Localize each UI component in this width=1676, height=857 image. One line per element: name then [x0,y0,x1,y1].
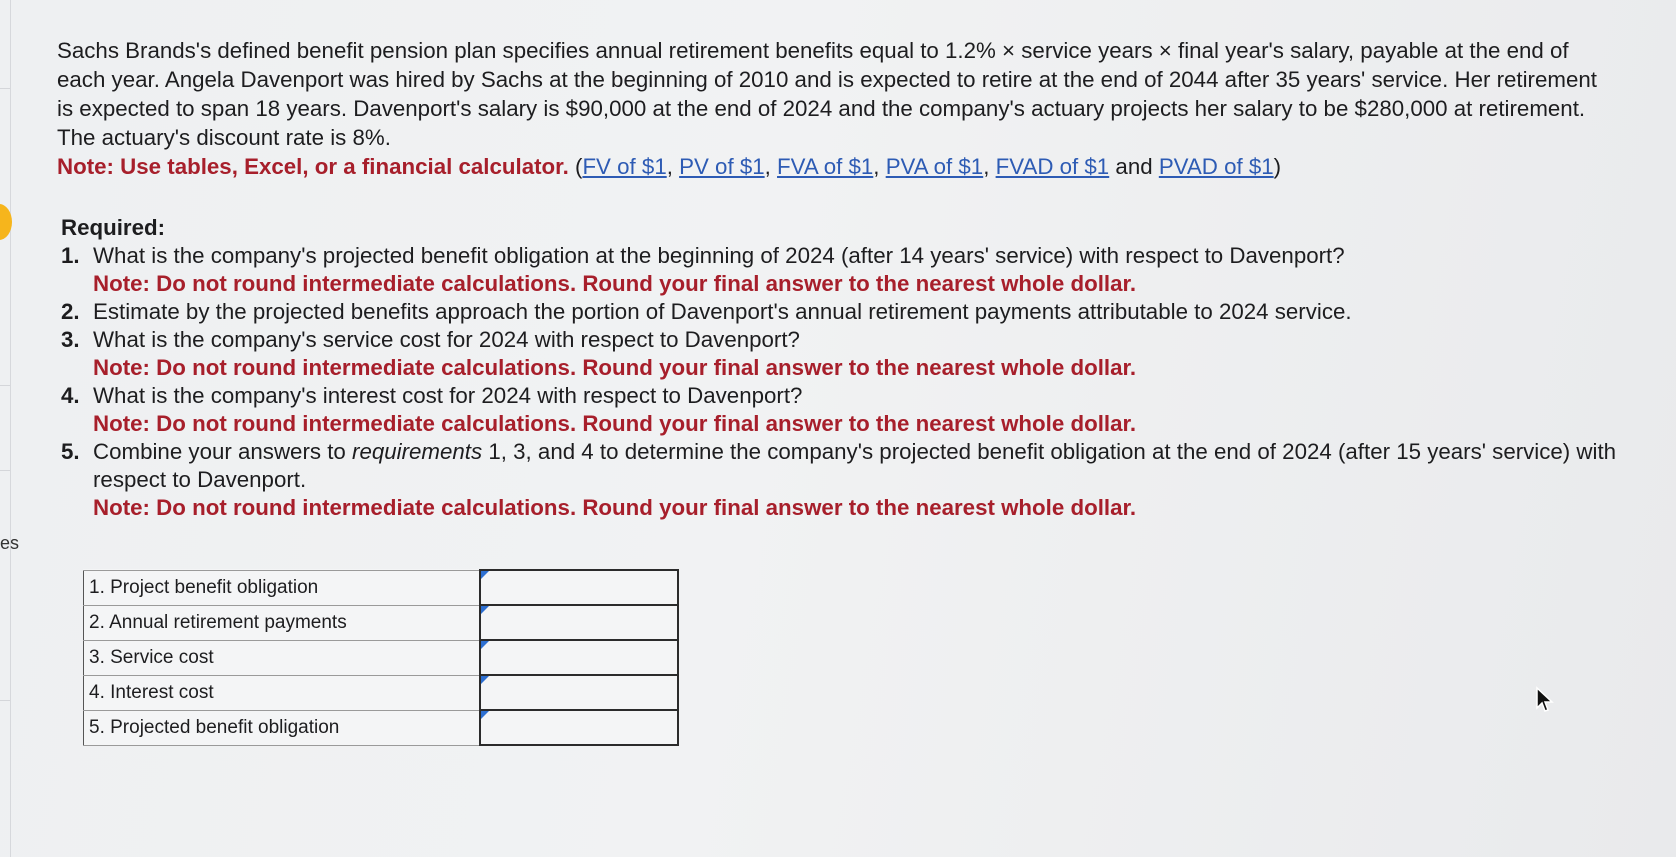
requirement-item [61,298,1621,326]
link-pvad-of-1[interactable]: PVAD of $1 [1158,154,1274,179]
requirement-note: Note: Do not round intermediate calculations. Round your final answer to the nearest whole dollar. [93,411,1137,436]
link-pva-of-1[interactable]: PVA of $1 [885,154,984,179]
required-heading: Required: [61,215,166,240]
input-corner-marker-icon [481,571,489,579]
requirement-text: What is the company's service cost for 2024 with respect to Davenport? [93,327,800,352]
answer-cell [480,570,678,605]
resource-note [57,152,1617,181]
answer-table [83,569,679,746]
requirement-number: 1. [61,243,80,268]
requirement-number: 4. [61,383,80,408]
requirement-item [61,326,1621,382]
pbo-end-input[interactable] [481,712,677,743]
requirement-item [61,382,1621,438]
problem-statement [57,36,1617,181]
row-label: 4. Interest cost [84,675,481,710]
input-corner-marker-icon [481,711,489,719]
sidebar-divider [0,385,10,386]
table-row [84,710,679,745]
table-row [84,605,679,640]
requirement-text: What is the company's projected benefit obligation at the beginning of 2024 (after 14 years' service) with respect to Davenport? [93,243,1345,268]
requirement-number: 3. [61,327,80,352]
row-label: 1. Project benefit obligation [84,570,481,605]
row-label: 3. Service cost [84,640,481,675]
link-fvad-of-1[interactable]: FVAD of $1 [995,154,1110,179]
interest-cost-input[interactable] [481,677,677,708]
table-row [84,640,679,675]
link-fva-of-1[interactable]: FVA of $1 [777,154,874,179]
mouse-pointer-icon [1535,686,1555,714]
input-corner-marker-icon [481,606,489,614]
requirement-note: Note: Do not round intermediate calculations. Round your final answer to the nearest whole dollar. [93,271,1137,296]
requirement-note: Note: Do not round intermediate calculations. Round your final answer to the nearest whole dollar. [93,355,1137,380]
answer-cell [480,640,678,675]
table-row [84,570,679,605]
resource-note-prefix: Note: Use tables, Excel, or a financial calculator. [57,154,569,179]
requirement-note: Note: Do not round intermediate calculations. Round your final answer to the nearest whole dollar. [93,495,1137,520]
requirement-item [61,438,1621,522]
requirement-item [61,242,1621,298]
row-label: 5. Projected benefit obligation [84,710,481,745]
table-row [84,675,679,710]
factor-table-links: (FV of $1, PV of $1, FVA of $1, PVA of $1, FVAD of $1 and PVAD of $1) [575,154,1282,179]
answer-cell [480,675,678,710]
sidebar-divider [0,470,10,471]
required-section [61,214,1621,522]
annual-retirement-payments-input[interactable] [481,607,677,638]
left-sidebar-edge [0,0,11,857]
requirement-number: 2. [61,299,80,324]
sidebar-divider [0,88,10,89]
answer-cell [480,710,678,745]
row-label: 2. Annual retirement payments [84,605,481,640]
link-fv-of-1[interactable]: FV of $1 [582,154,667,179]
answer-cell [480,605,678,640]
link-pv-of-1[interactable]: PV of $1 [679,154,765,179]
problem-paragraph: Sachs Brands's defined benefit pension plan specifies annual retirement benefits equal to 1.2% × service years × final year's salary, payable at the end of each year. Angela Davenport was hired by Sachs at the beginning of 2010 and is expected to retire at the end of 2044 after 35 years' service. Her retirement is expected to span 18 years. Davenport's salary is $90,000 at the end of 2024 and the company's actuary projects her salary to be $280,000 at retirement. The actuary's discount rate is 8%. [57,38,1597,150]
sidebar-divider [0,700,10,701]
sidebar-label: es [0,533,20,553]
requirement-text: Estimate by the projected benefits approach the portion of Davenport's annual retirement payments attributable to 2024 service. [93,299,1352,324]
input-corner-marker-icon [481,676,489,684]
requirement-text: What is the company's interest cost for 2024 with respect to Davenport? [93,383,803,408]
service-cost-input[interactable] [481,642,677,673]
requirement-text: Combine your answers to requirements 1, 3, and 4 to determine the company's projected benefit obligation at the end of 2024 (after 15 years' service) with respect to Davenport. [93,439,1617,492]
requirements-list [61,242,1621,522]
requirement-number: 5. [61,439,80,464]
input-corner-marker-icon [481,641,489,649]
pbo-beginning-input[interactable] [481,572,677,603]
